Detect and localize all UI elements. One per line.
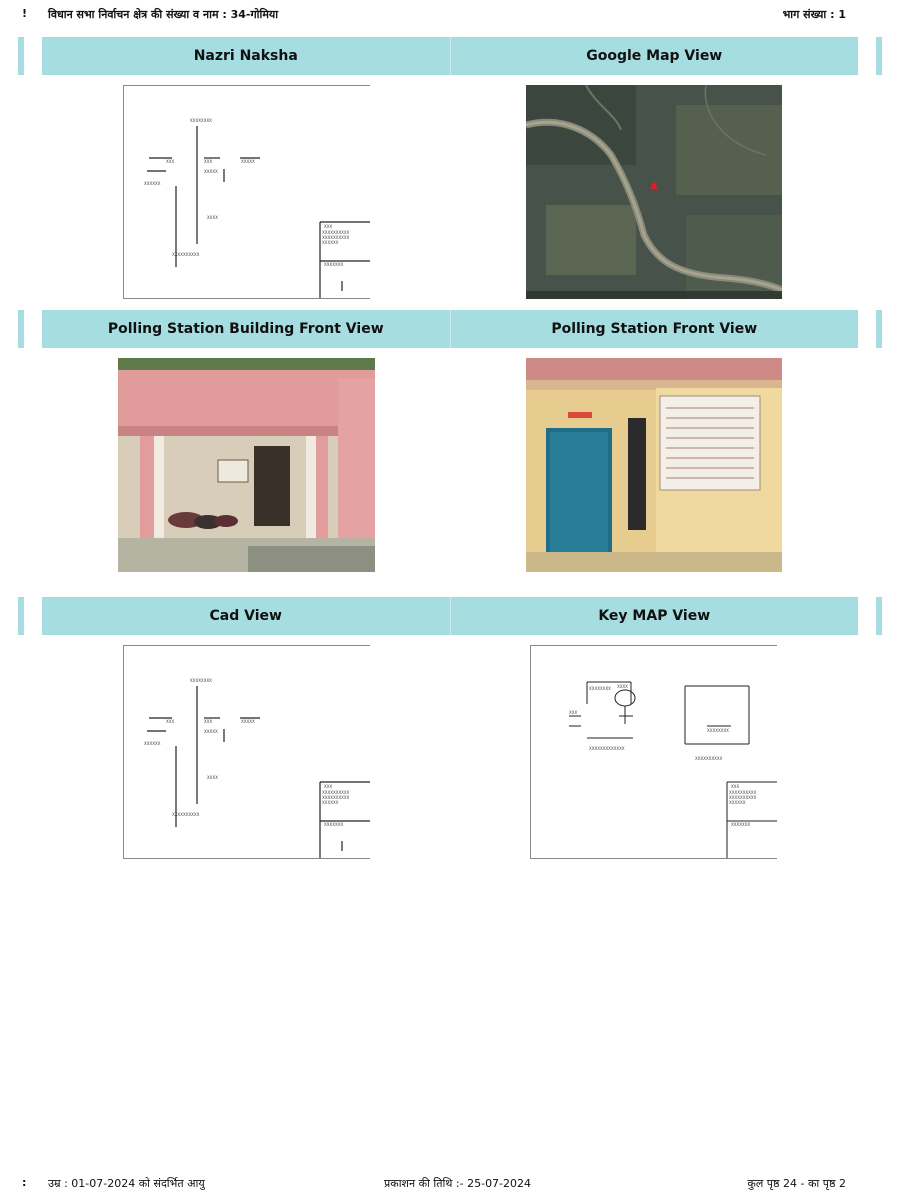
svg-text:XXX: XXX <box>731 784 740 789</box>
svg-text:XXX: XXX <box>324 224 333 229</box>
cad-view-title: Cad View <box>209 608 282 624</box>
right-edge-bar <box>876 597 882 635</box>
right-edge-bar <box>876 310 882 348</box>
age-reference: उम्र : 01-07-2024 को संदर्भित आयु <box>48 1177 205 1190</box>
svg-text:XXXXXXXXXX: XXXXXXXXXX <box>322 795 350 800</box>
svg-text:XXXXXXXX: XXXXXXXX <box>190 678 212 683</box>
svg-text:XXXXX: XXXXX <box>241 719 255 724</box>
station-front-view-title: Polling Station Front View <box>450 310 859 348</box>
svg-text:XXXXXXXXXX: XXXXXXXXXX <box>322 230 350 235</box>
margin-mark: ! <box>22 7 28 20</box>
svg-text:XXXXXXXXXX: XXXXXXXXXX <box>695 756 723 761</box>
svg-text:XXXX: XXXX <box>617 684 628 689</box>
svg-text:XXXXXXXXXX: XXXXXXXXXX <box>322 790 350 795</box>
nazri-naksha-sketch <box>123 85 370 299</box>
constituency-title: विधान सभा निर्वाचन क्षेत्र की संख्या व नाम : 34-गोमिया <box>48 8 279 21</box>
svg-text:XXXXXXXXXX: XXXXXXXXXX <box>172 812 200 817</box>
left-edge-bar <box>18 310 24 348</box>
station-front-photo <box>526 358 782 572</box>
svg-text:XXXXX: XXXXX <box>241 159 255 164</box>
section-header-1 <box>42 37 858 75</box>
section-header-2 <box>42 310 858 348</box>
svg-text:XXX: XXX <box>204 159 213 164</box>
left-edge-bar <box>18 37 24 75</box>
svg-text:XXX: XXX <box>166 719 175 724</box>
page-info: कुल पृष्ठ 24 - का पृष्ठ 2 <box>747 1177 846 1190</box>
svg-text:XXXXXXXXXX: XXXXXXXXXX <box>729 795 757 800</box>
svg-text:XXXXXXXXXX: XXXXXXXXXX <box>322 235 350 240</box>
svg-text:XXXXXX: XXXXXX <box>729 800 746 805</box>
left-edge-bar <box>18 597 24 635</box>
svg-text:XXXXXXXXXX: XXXXXXXXXX <box>729 790 757 795</box>
svg-text:XXXXXXXXXXXXX: XXXXXXXXXXXXX <box>589 746 625 751</box>
svg-text:XXXXXX: XXXXXX <box>322 240 339 245</box>
svg-text:XXX: XXX <box>324 784 333 789</box>
svg-text:XXXXX: XXXXX <box>204 729 218 734</box>
publication-date: प्रकाशन की तिथि :- 25-07-2024 <box>384 1177 532 1190</box>
cad-view-sketch <box>123 645 370 859</box>
svg-text:XXX: XXX <box>166 159 175 164</box>
nazri-naksha-title: Nazri Naksha <box>193 48 298 64</box>
svg-text:XXXXXXXXXX: XXXXXXXXXX <box>172 252 200 257</box>
key-map-sketch <box>530 645 777 859</box>
part-number: भाग संख्या : 1 <box>782 8 846 21</box>
section-header-3 <box>42 597 858 635</box>
svg-text:XXXXXX: XXXXXX <box>144 181 161 186</box>
svg-text:XXXXXXXX: XXXXXXXX <box>589 686 611 691</box>
svg-text:XXXXXXX: XXXXXXX <box>324 822 344 827</box>
svg-text:XXXX: XXXX <box>207 215 218 220</box>
google-map-image <box>526 85 782 299</box>
margin-mark: : <box>22 1176 27 1189</box>
svg-text:XXXXXXXX: XXXXXXXX <box>707 728 729 733</box>
svg-text:XXXXXXXX: XXXXXXXX <box>190 118 212 123</box>
svg-text:XXXXXXX: XXXXXXX <box>731 822 751 827</box>
svg-text:XXX: XXX <box>569 710 578 715</box>
key-map-view-title: Key MAP View <box>450 597 859 635</box>
svg-text:XXXXXXX: XXXXXXX <box>324 262 344 267</box>
google-map-view-title: Google Map View <box>450 37 859 75</box>
building-front-photo <box>118 358 375 572</box>
svg-text:XXXXX: XXXXX <box>204 169 218 174</box>
building-front-view-title: Polling Station Building Front View <box>107 321 384 337</box>
svg-text:XXX: XXX <box>204 719 213 724</box>
right-edge-bar <box>876 37 882 75</box>
svg-text:XXXXXX: XXXXXX <box>144 741 161 746</box>
svg-text:XXXX: XXXX <box>207 775 218 780</box>
svg-text:XXXXXX: XXXXXX <box>322 800 339 805</box>
